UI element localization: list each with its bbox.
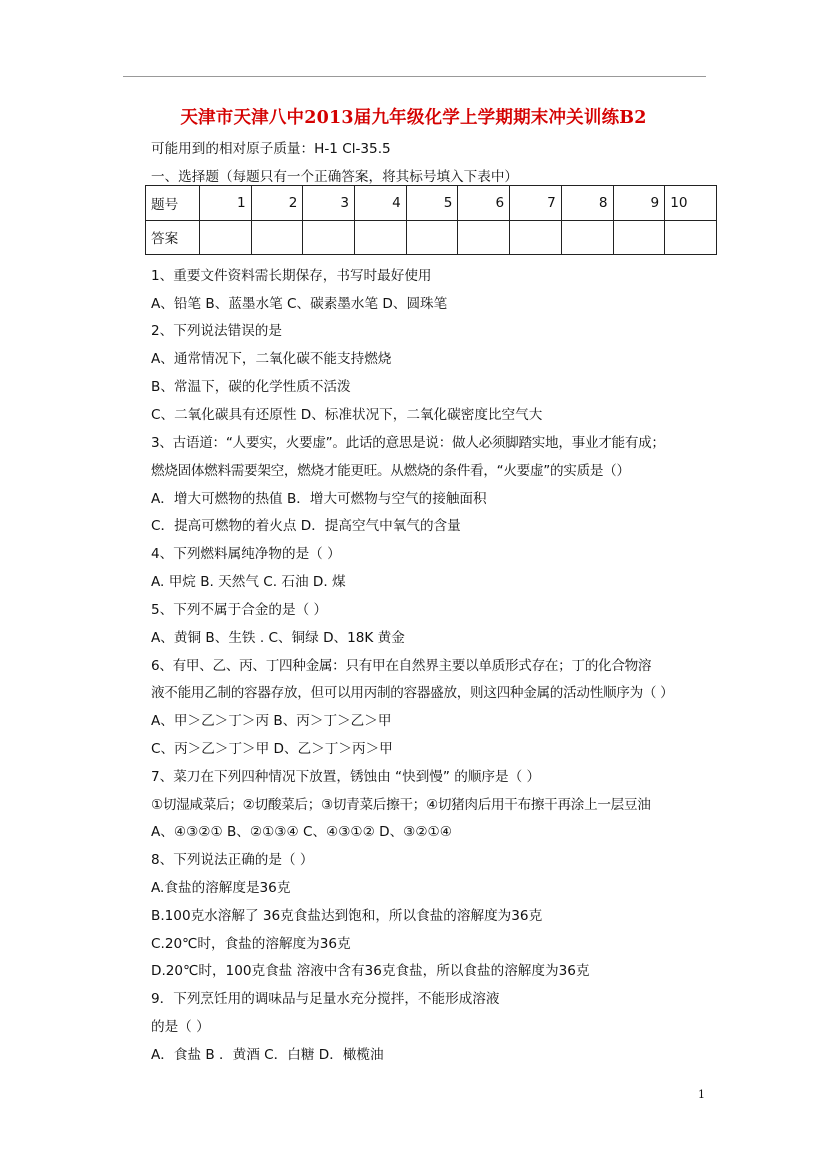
option-line: D.20℃时，100克食盐 溶液中含有36克食盐，所以食盐的溶解度为36克: [151, 963, 590, 979]
atomic-mass-line: 可能用到的相对原子质量：H-1 Cl-35.5: [151, 141, 391, 157]
option-line: C.20℃时，食盐的溶解度为36克: [151, 936, 351, 952]
answer-cell[interactable]: [613, 220, 665, 255]
question-line: 5、下列不属于合金的是（ ）: [151, 602, 328, 618]
question-line: 6、有甲、乙、丙、丁四种金属：只有甲在自然界主要以单质形式存在；丁的化合物溶: [151, 658, 652, 674]
question-number: 9: [613, 186, 665, 221]
question-line: 的是（ ）: [151, 1019, 210, 1035]
answer-cell[interactable]: [251, 220, 303, 255]
answer-cell[interactable]: [303, 220, 355, 255]
page-number: 1: [698, 1088, 705, 1101]
option-line: C、二氧化碳具有还原性 D、标准状况下，二氧化碳密度比空气大: [151, 407, 543, 423]
option-line: B、常温下，碳的化学性质不活泼: [151, 379, 351, 395]
answer-cell[interactable]: [510, 220, 562, 255]
header-rule: [123, 76, 706, 77]
question-line: 7、菜刀在下列四种情况下放置，锈蚀由 “快到慢” 的顺序是（ ）: [151, 769, 541, 785]
question-line: 3、古语道：“人要实，火要虚”。此话的意思是说：做人必须脚踏实地，事业才能有成；: [151, 435, 665, 451]
answer-cell[interactable]: [561, 220, 613, 255]
option-line: B.100克水溶解了 36克食盐达到饱和，所以食盐的溶解度为36克: [151, 908, 543, 924]
question-line: 2、下列说法错误的是: [151, 323, 282, 339]
option-line: A、通常情况下，二氧化碳不能支持燃烧: [151, 351, 392, 367]
question-line: 1、重要文件资料需长期保存，书写时最好使用: [151, 268, 432, 284]
question-number: 6: [458, 186, 510, 221]
question-number: 8: [561, 186, 613, 221]
option-line: A、甲＞乙＞丁＞丙 B、丙＞丁＞乙＞甲: [151, 713, 392, 729]
question-line: 液不能用乙制的容器存放，但可以用丙制的容器盛放，则这四种金属的活动性顺序为（ ）: [151, 685, 674, 701]
question-number: 10: [665, 186, 717, 221]
option-line: A、④③②① B、②①③④ C、④③①② D、③②①④: [151, 824, 452, 840]
option-line: A. 甲烷 B. 天然气 C. 石油 D. 煤: [151, 574, 346, 590]
option-line: C．提高可燃物的着火点 D．提高空气中氧气的含量: [151, 518, 461, 534]
row-header-answer: 答案: [146, 220, 200, 255]
answer-table: [145, 185, 717, 255]
answer-cell[interactable]: [200, 220, 252, 255]
question-number: 4: [355, 186, 407, 221]
question-line: 9．下列烹饪用的调味品与足量水充分搅拌，不能形成溶液: [151, 991, 500, 1007]
question-line: 4、下列燃料属纯净物的是（ ）: [151, 546, 341, 562]
answer-cell[interactable]: [406, 220, 458, 255]
option-line: A．增大可燃物的热值 B．增大可燃物与空气的接触面积: [151, 491, 487, 507]
question-number: 1: [200, 186, 252, 221]
answer-cell[interactable]: [665, 220, 717, 255]
question-number: 2: [251, 186, 303, 221]
question-number: 5: [406, 186, 458, 221]
option-line: A．食盐 B ．黄酒 C．白糖 D．橄榄油: [151, 1047, 384, 1063]
question-line: 8、下列说法正确的是（ ）: [151, 852, 314, 868]
document-title: 天津市天津八中2013届九年级化学上学期期末冲关训练B2: [180, 108, 647, 128]
question-line: 燃烧固体燃料需要架空，燃烧才能更旺。从燃烧的条件看，“火要虚”的实质是（）: [151, 463, 630, 479]
row-header-number: 题号: [146, 186, 200, 221]
answer-cell[interactable]: [355, 220, 407, 255]
question-number: 3: [303, 186, 355, 221]
question-number: 7: [510, 186, 562, 221]
question-line: ①切湿咸菜后；②切酸菜后；③切青菜后擦干；④切猪肉后用干布擦干再涂上一层豆油: [151, 797, 651, 813]
option-line: A.食盐的溶解度是36克: [151, 880, 291, 896]
option-line: A、铅笔 B、蓝墨水笔 C、碳素墨水笔 D、圆珠笔: [151, 296, 448, 312]
section-heading: 一、选择题（每题只有一个正确答案，将其标号填入下表中）: [151, 169, 519, 185]
table-row-numbers: [146, 186, 717, 221]
table-row-answers: [146, 220, 717, 255]
answer-cell[interactable]: [458, 220, 510, 255]
option-line: A、黄铜 B、生铁 . C、铜绿 D、18K 黄金: [151, 630, 405, 646]
option-line: C、丙＞乙＞丁＞甲 D、乙＞丁＞丙＞甲: [151, 741, 393, 757]
